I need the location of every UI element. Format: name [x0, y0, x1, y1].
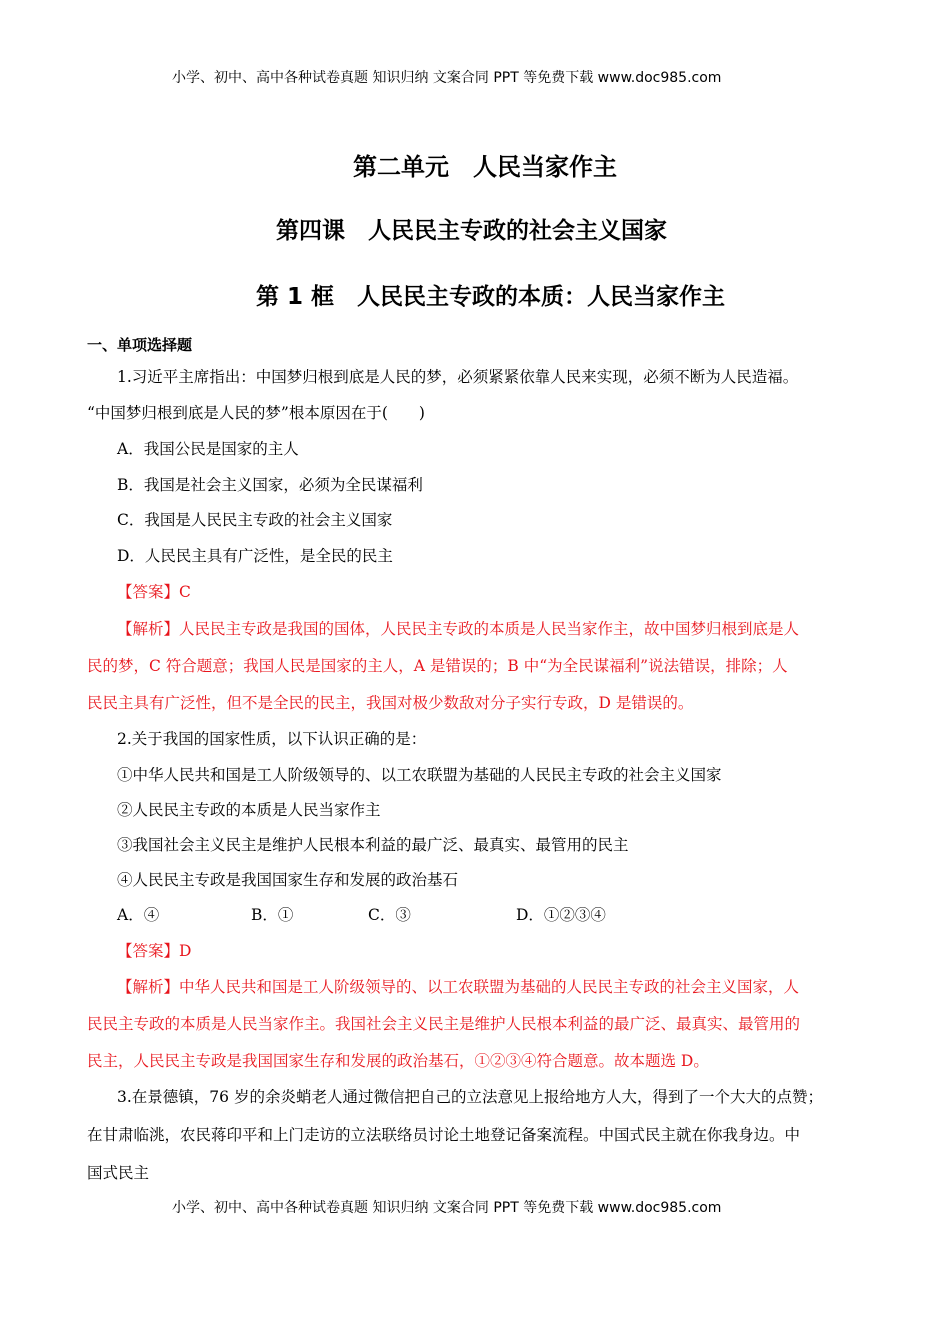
page-header: 小学、初中、高中各种试卷真题 知识归纳 文案合同 PPT 等免费下载 www.doc985.com: [172, 70, 722, 86]
unit-title: 第二单元 人民当家作主: [353, 153, 617, 181]
q2-item-3: ③我国社会主义民主是维护人民根本利益的最广泛、最真实、最管用的民主: [117, 836, 629, 854]
q3-line3: 国式民主: [87, 1164, 150, 1182]
q1-analysis-line1: [117, 622, 799, 638]
page-footer: 小学、初中、高中各种试卷真题 知识归纳 文案合同 PPT 等免费下载 www.doc985.com: [172, 1200, 722, 1216]
q2-option-d: D．①②③④: [516, 906, 606, 924]
q2-option-a: A．④: [117, 906, 160, 924]
q2-analysis-line3: 民主，人民民主专政是我国国家生存和发展的政治基石，①②③④符合题意。故本题选 D。: [87, 1052, 709, 1070]
frame-title: 第 1 框 人民民主专政的本质：人民当家作主: [256, 284, 726, 310]
q1-option-a: A．我国公民是国家的主人: [117, 440, 299, 458]
q2-analysis-text1: 中华人民共和国是工人阶级领导的、以工农联盟为基础的人民民主专政的社会主义国家，人: [179, 978, 800, 996]
q2-analysis-line1: [117, 980, 799, 996]
q1-option-b: B．我国是社会主义国家，必须为全民谋福利: [117, 476, 423, 494]
q1-analysis-line3: 民民主具有广泛性，但不是全民的民主，我国对极少数敌对分子实行专政，D 是错误的。: [87, 694, 694, 712]
answer-label: 【答案】: [117, 583, 180, 601]
q1-option-c: C．我国是人民民主专政的社会主义国家: [117, 511, 393, 529]
q1-answer-value: C: [179, 583, 191, 601]
q1-option-d: D．人民民主具有广泛性，是全民的民主: [117, 547, 393, 565]
q2-answer: [117, 944, 191, 960]
q2-answer-value: D: [179, 942, 192, 960]
q2-option-b: B．①: [251, 906, 294, 924]
analysis-label: 【解析】: [117, 978, 180, 996]
q2-item-2: ②人民民主专政的本质是人民当家作主: [117, 801, 381, 819]
q1-stem-line1: 1.习近平主席指出：中国梦归根到底是人民的梦，必须紧紧依靠人民来实现，必须不断为人民造福。: [117, 368, 799, 386]
q1-stem-line2: “中国梦归根到底是人民的梦”根本原因在于( ): [87, 404, 425, 422]
q2-item-4: ④人民民主专政是我国国家生存和发展的政治基石: [117, 871, 459, 889]
q1-analysis-line2: 民的梦，C 符合题意；我国人民是国家的主人，A 是错误的；B 中“为全民谋福利”说法错误，排除；人: [87, 657, 788, 675]
section-heading: 一、单项选择题: [87, 336, 193, 354]
q1-answer: [117, 585, 191, 601]
answer-label: 【答案】: [117, 942, 180, 960]
q2-option-c: C．③: [368, 906, 411, 924]
q2-analysis-line2: 民民主专政的本质是人民当家作主。我国社会主义民主是维护人民根本利益的最广泛、最真实、最管用的: [87, 1015, 801, 1033]
q2-item-1: ①中华人民共和国是工人阶级领导的、以工农联盟为基础的人民民主专政的社会主义国家: [117, 766, 722, 784]
q2-stem: 2.关于我国的国家性质，以下认识正确的是：: [117, 730, 427, 748]
q1-analysis-text1: 人民民主专政是我国的国体，人民民主专政的本质是人民当家作主，故中国梦归根到底是人: [179, 620, 800, 638]
q3-line1: 3.在景德镇，76 岁的余炎蛸老人通过微信把自己的立法意见上报给地方人大，得到了一个大大的点赞；: [117, 1088, 823, 1106]
q3-line2: 在甘肃临洮，农民蒋印平和上门走访的立法联络员讨论土地登记备案流程。中国式民主就在你我身边。中: [87, 1126, 801, 1144]
analysis-label: 【解析】: [117, 620, 180, 638]
lesson-title: 第四课 人民民主专政的社会主义国家: [276, 218, 667, 244]
